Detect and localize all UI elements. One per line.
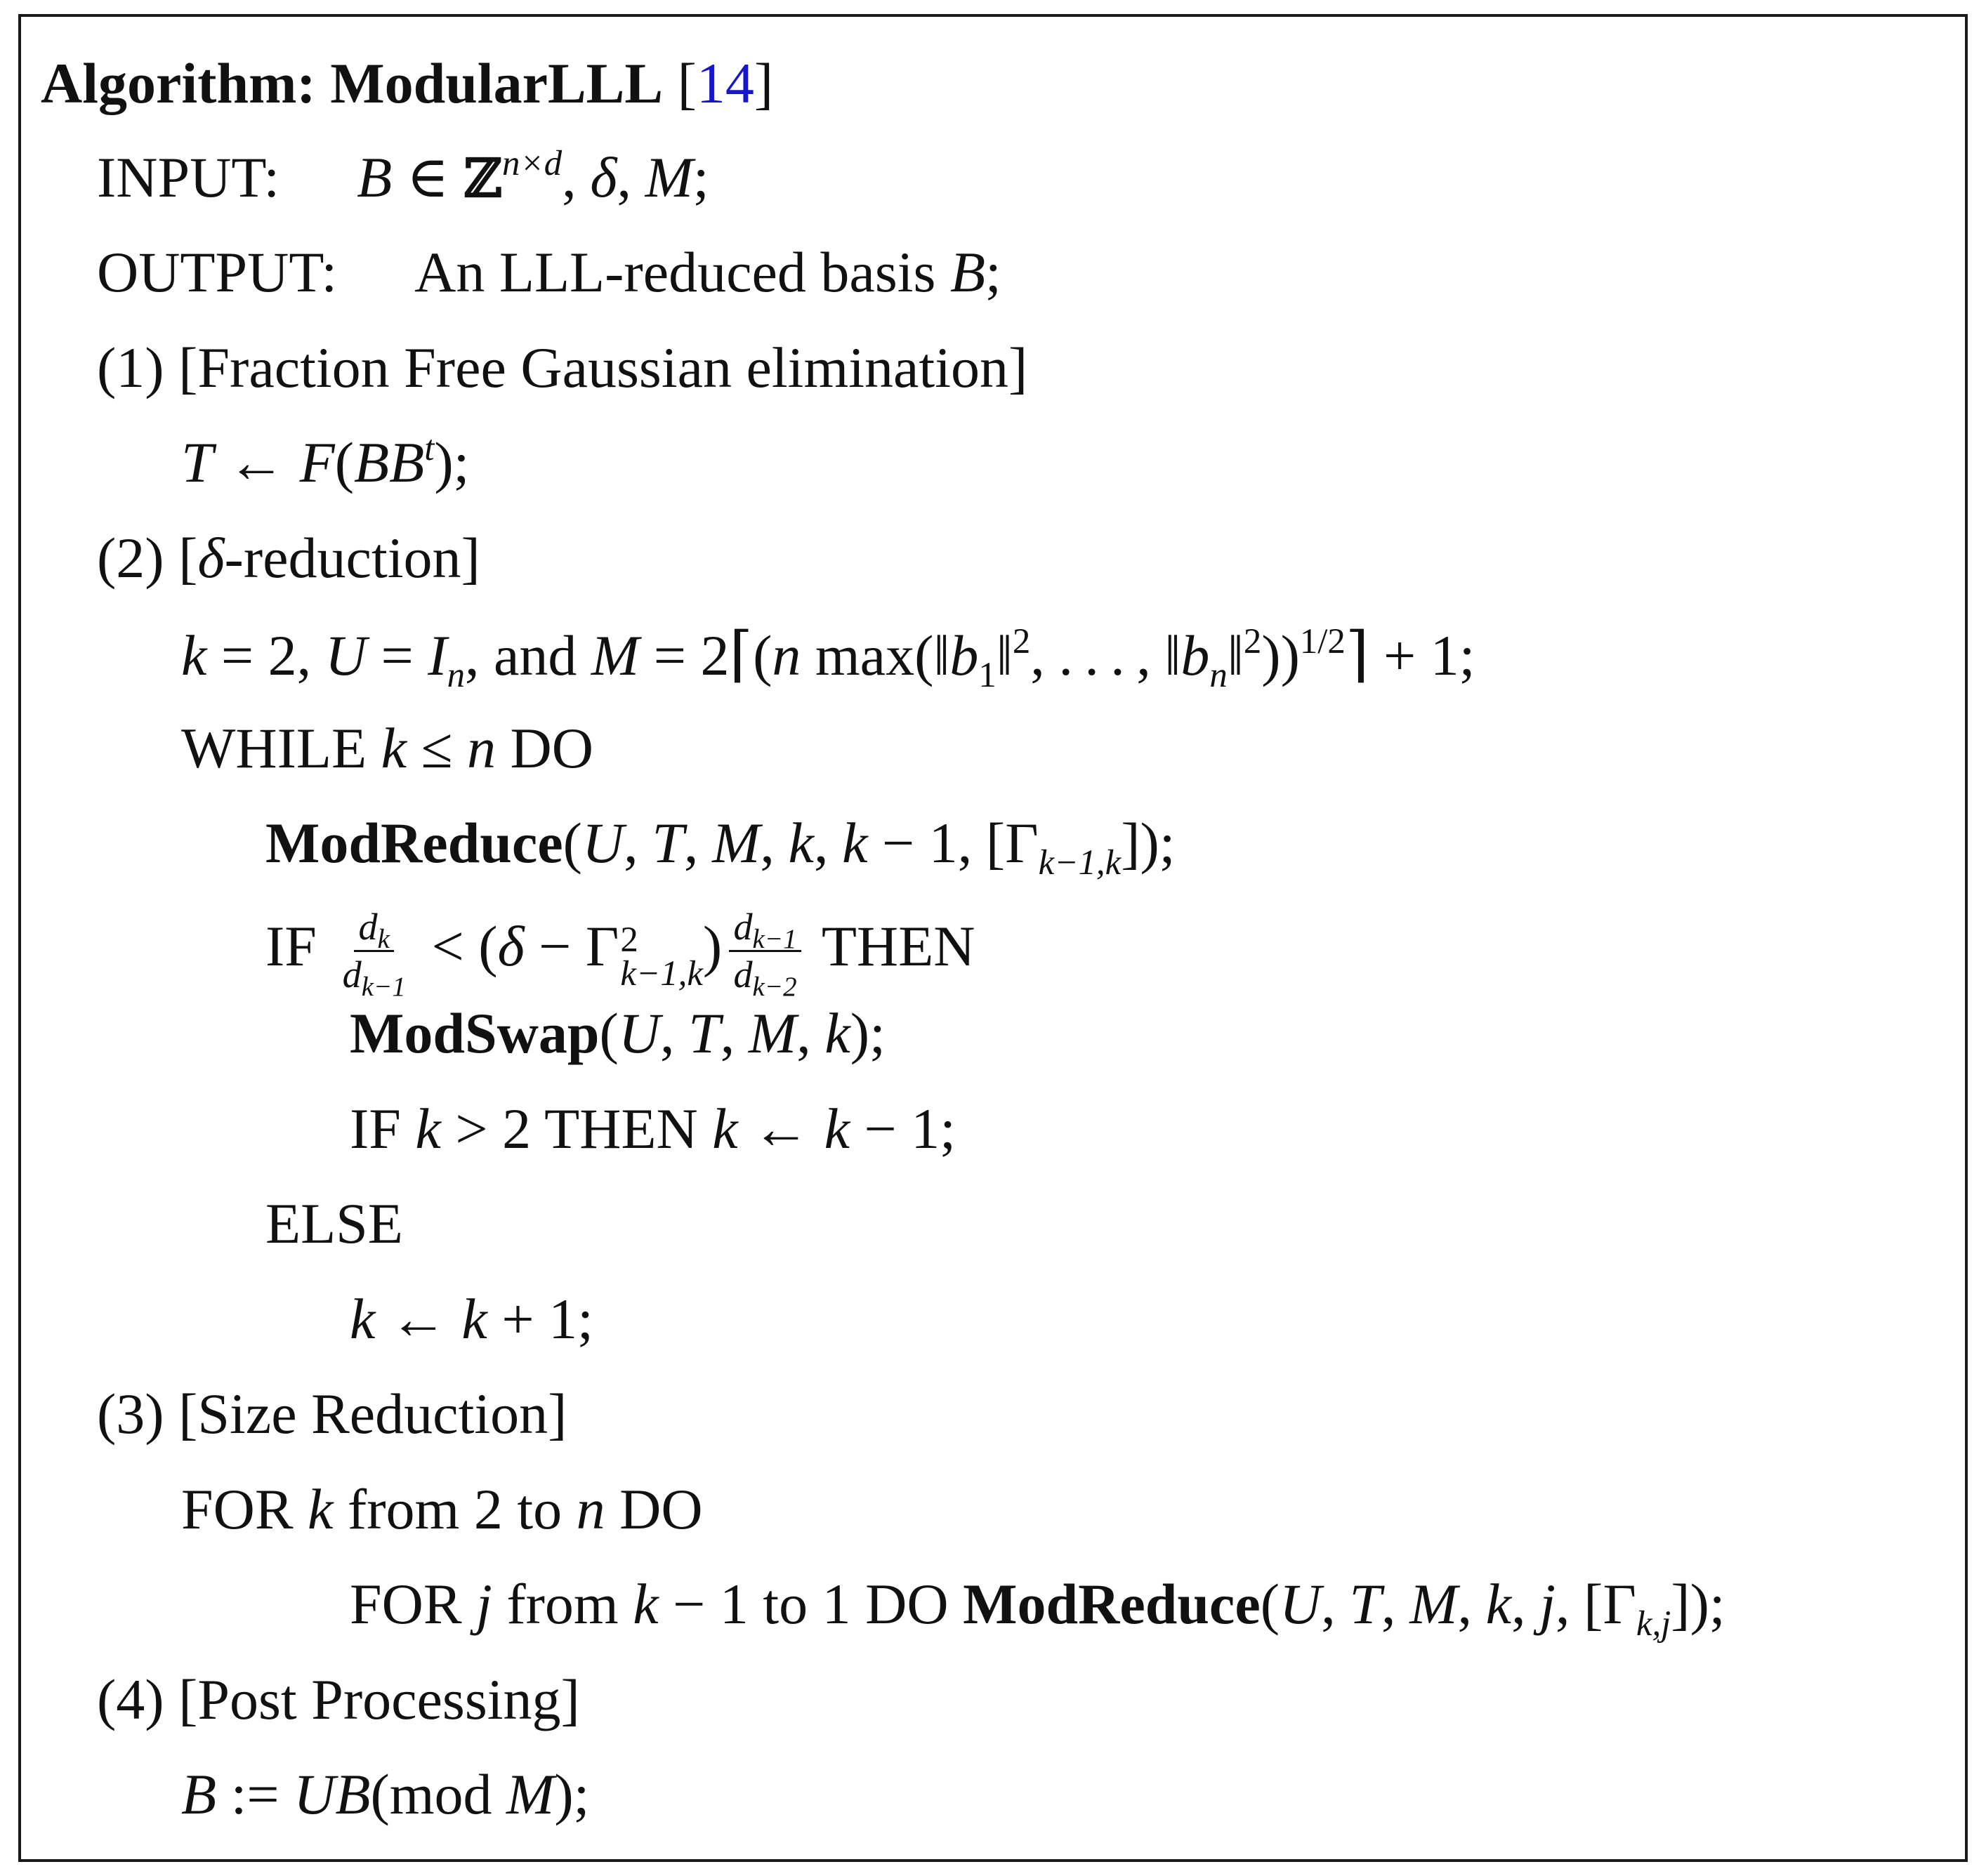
step-3-label: (3) [Size Reduction] [97, 1382, 567, 1446]
mod-reduce-call-1: ModReduce(U, T, M, k, k − 1, $[\Gamma_{k-1,k}]$); [265, 811, 1176, 883]
k-increment-line: k ← k + 1; [350, 1287, 593, 1351]
else-line: ELSE [265, 1191, 403, 1255]
citation[interactable]: [14] [677, 51, 774, 115]
input-line: INPUT: B ∈ ℤ$^{n\times d}$, δ, M; [97, 143, 709, 209]
citation-link[interactable]: 14 [696, 51, 754, 115]
if-condition-line: IF $\frac{d_k}{d_{k-1}}$ < (δ − Γ 2 k−1,k ) $\frac{d_{k-1}}{d_{k-2}}$ THEN [265, 905, 975, 1002]
fraction-dk1: $\frac{d_{k-1}}{d_{k-2}}$ [729, 906, 801, 995]
step-2-init: k = 2, $U = I_n$, and M = 2⌈(n $\max(‖b_1‖^2$, . . . , $‖b_n‖^2))^{1/2}⌉ + 1$; [181, 621, 1475, 695]
and-keyword: and [494, 623, 577, 687]
output-label: OUTPUT: [97, 240, 338, 304]
output-text: An LLL-reduced basis [414, 240, 936, 304]
step-2-label: (2) [δ-reduction] [97, 526, 480, 590]
fraction-dk: $\frac{d_k}{d_{k-1}}$ [342, 905, 406, 1002]
mod-swap-call: ModSwap(U, T, M, k); [350, 1001, 886, 1065]
step-1-label: (1) [Fraction Free Gaussian elimination] [97, 336, 1028, 399]
for-j-line: FOR j from k − 1 to 1 DO ModReduce(U, T, M, k, j, $[\Gamma_{k,j}]$); [350, 1572, 1725, 1644]
for-k-line: FOR k from 2 to n DO [181, 1477, 703, 1541]
input-label: INPUT: [97, 145, 280, 209]
algorithm-header-label: Algorithm: [41, 51, 316, 115]
step-1-statement: T ← $F(BB^t)$; [181, 428, 470, 494]
mod-reduce-procedure: ModReduce [265, 811, 563, 875]
algorithm-header [41, 51, 774, 115]
while-line: WHILE k ≤ n DO [181, 716, 593, 780]
post-processing-statement: B := UB(mod M); [181, 1762, 590, 1826]
algorithm-name: ModularLLL [330, 51, 664, 115]
output-line: OUTPUT: An LLL-reduced basis B; [97, 240, 1001, 304]
mod-swap-procedure: ModSwap [350, 1001, 600, 1065]
step-4-label: (4) [Post Processing] [97, 1667, 580, 1731]
if-k-decrement-line: IF k > 2 THEN k ← k − 1; [350, 1097, 956, 1161]
mod-reduce-procedure-2: ModReduce [963, 1572, 1261, 1636]
